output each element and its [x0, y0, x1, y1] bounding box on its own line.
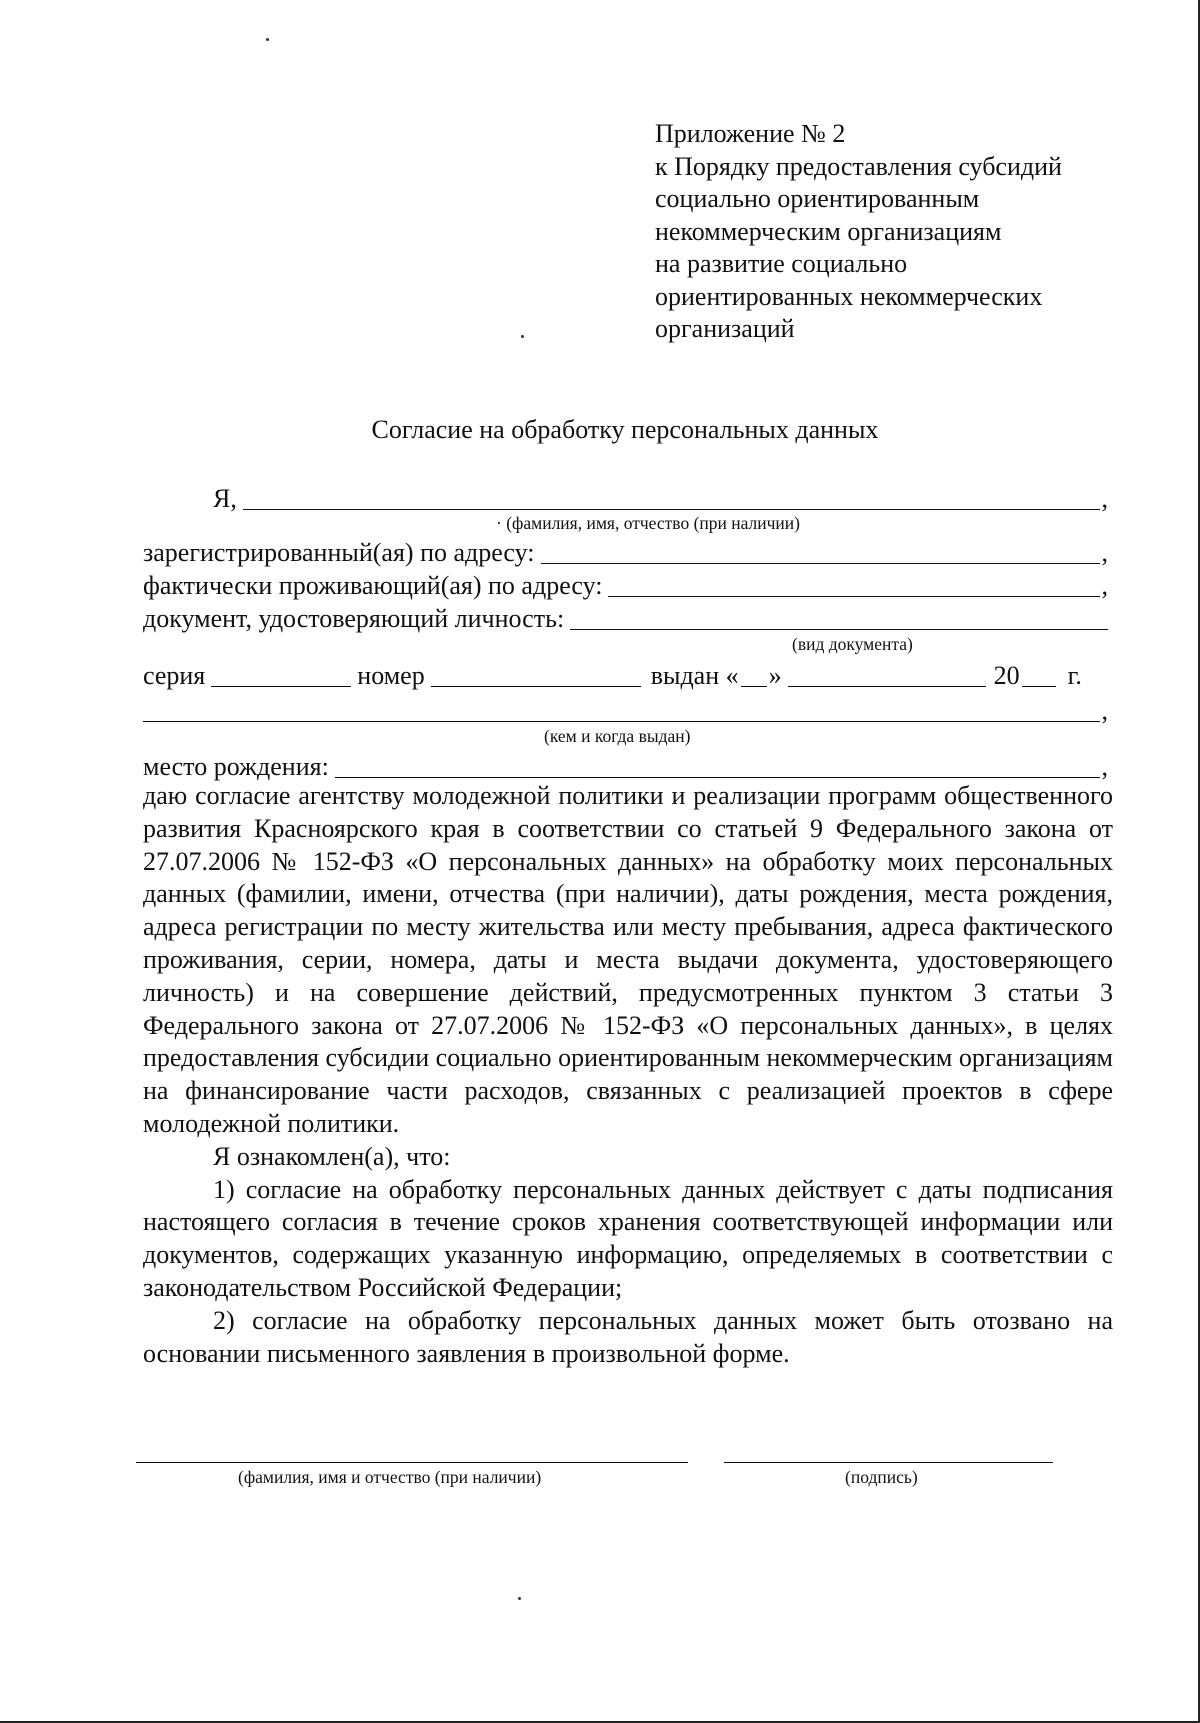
- document-type-field[interactable]: [570, 603, 1108, 630]
- appendix-line: социально ориентированным: [655, 184, 980, 213]
- ya-label: Я,: [213, 484, 237, 513]
- appendix-line: к Порядку предоставления субсидий: [655, 151, 1062, 181]
- appendix-line: некоммерческим организациям: [655, 216, 1002, 246]
- fio-row: [143, 480, 1108, 514]
- number-field[interactable]: [431, 660, 641, 687]
- issued-year-field[interactable]: [1022, 660, 1056, 687]
- series-row: [143, 657, 1108, 691]
- consent-body: [143, 780, 1113, 1370]
- appendix-line: ориентированных некоммерческих: [655, 281, 1043, 311]
- quote-close: »: [768, 661, 782, 690]
- comma: ,: [1101, 571, 1108, 600]
- actual-label: фактически проживающий(ая) по адресу:: [143, 571, 603, 600]
- year-prefix: 20: [993, 661, 1020, 690]
- fio-field[interactable]: [243, 483, 1100, 510]
- appendix-line: организаций: [655, 314, 795, 343]
- scan-speck: [518, 1597, 521, 1600]
- comma: ,: [1101, 752, 1108, 781]
- comma: ,: [1101, 538, 1108, 567]
- issued-by-caption: (кем и когда выдан): [544, 726, 691, 746]
- document-label: документ, удостоверяющий личность:: [143, 604, 565, 633]
- issued-day-field[interactable]: [741, 660, 767, 687]
- appendix-header: [655, 118, 1062, 346]
- scan-speck: [266, 38, 269, 41]
- series-label: серия: [143, 661, 206, 690]
- document-title: Согласие на обработку персональных данных: [371, 415, 879, 444]
- birthplace-row: [143, 748, 1108, 782]
- signature-field[interactable]: [724, 1462, 1053, 1463]
- appendix-line: Приложение № 2: [655, 119, 846, 148]
- actual-row: [143, 567, 1108, 601]
- birthplace-field[interactable]: [335, 751, 1100, 778]
- comma: ,: [1101, 696, 1108, 725]
- acquainted-paragraph: Я ознакомлен(а), что:: [213, 1141, 451, 1171]
- appendix-line: на развитие социально: [655, 249, 908, 278]
- registered-label: зарегистрированный(ая) по адресу:: [143, 538, 535, 567]
- number-label: номер: [357, 661, 425, 690]
- actual-address-field[interactable]: [608, 570, 1099, 597]
- item-2-paragraph: 2) согласие на обработку персональных данных может быть отозвано на основании письменного заявления в произвольной форме.: [143, 1305, 1113, 1368]
- item-1-paragraph: 1) согласие на обработку персональных данных действует с даты подписания настоящего согласия в течение сроков хранения соответствующей информации или документов, содержащих указанную информацию, определяемых в соответствии с законодательством Российской Федерации;: [143, 1174, 1113, 1302]
- fio-caption: · (фамилия, имя, отчество (при наличии): [496, 513, 800, 533]
- issued-by-field[interactable]: [143, 695, 1100, 722]
- signature-fio-field[interactable]: [136, 1462, 688, 1463]
- registered-address-field[interactable]: [541, 537, 1100, 564]
- issued-month-field[interactable]: [788, 660, 986, 687]
- scan-speck: [521, 335, 524, 338]
- signature-caption: (подпись): [845, 1467, 918, 1487]
- doc-type-caption: (вид документа): [792, 634, 913, 654]
- year-suffix: г.: [1067, 661, 1082, 690]
- series-field[interactable]: [211, 660, 351, 687]
- registered-row: [143, 534, 1108, 568]
- comma: ,: [1101, 484, 1108, 513]
- document-row: [143, 600, 1108, 634]
- issued-by-row: [143, 692, 1108, 726]
- consent-paragraph: даю согласие агентству молодежной политики и реализации программ общественного развития Красноярского края в соответствии со статьей 9 Федерального закона от 27.07.2006 № 152-ФЗ «О персональных данных» на обработку моих персональных данных (фамилии, имени, отчества (при наличии), даты рождения, места рождения, адреса регистрации по месту жительства или месту пребывания, адреса фактического проживания, серии, номера, даты и места выдачи документа, удостоверяющего личность) и на совершение действий, предусмотренных пунктом 3 статьи 3 Федерального закона от 27.07.2006 № 152-ФЗ «О персональных данных», в целях предоставления субсидии социально ориентированным некоммерческим организациям на финансирование части расходов, связанных с реализацией проектов в сфере молодежной политики.: [143, 781, 1113, 1138]
- signature-fio-caption: (фамилия, имя и отчество (при наличии): [238, 1467, 542, 1487]
- birthplace-label: место рождения:: [143, 752, 329, 781]
- issued-label: выдан «: [650, 661, 739, 690]
